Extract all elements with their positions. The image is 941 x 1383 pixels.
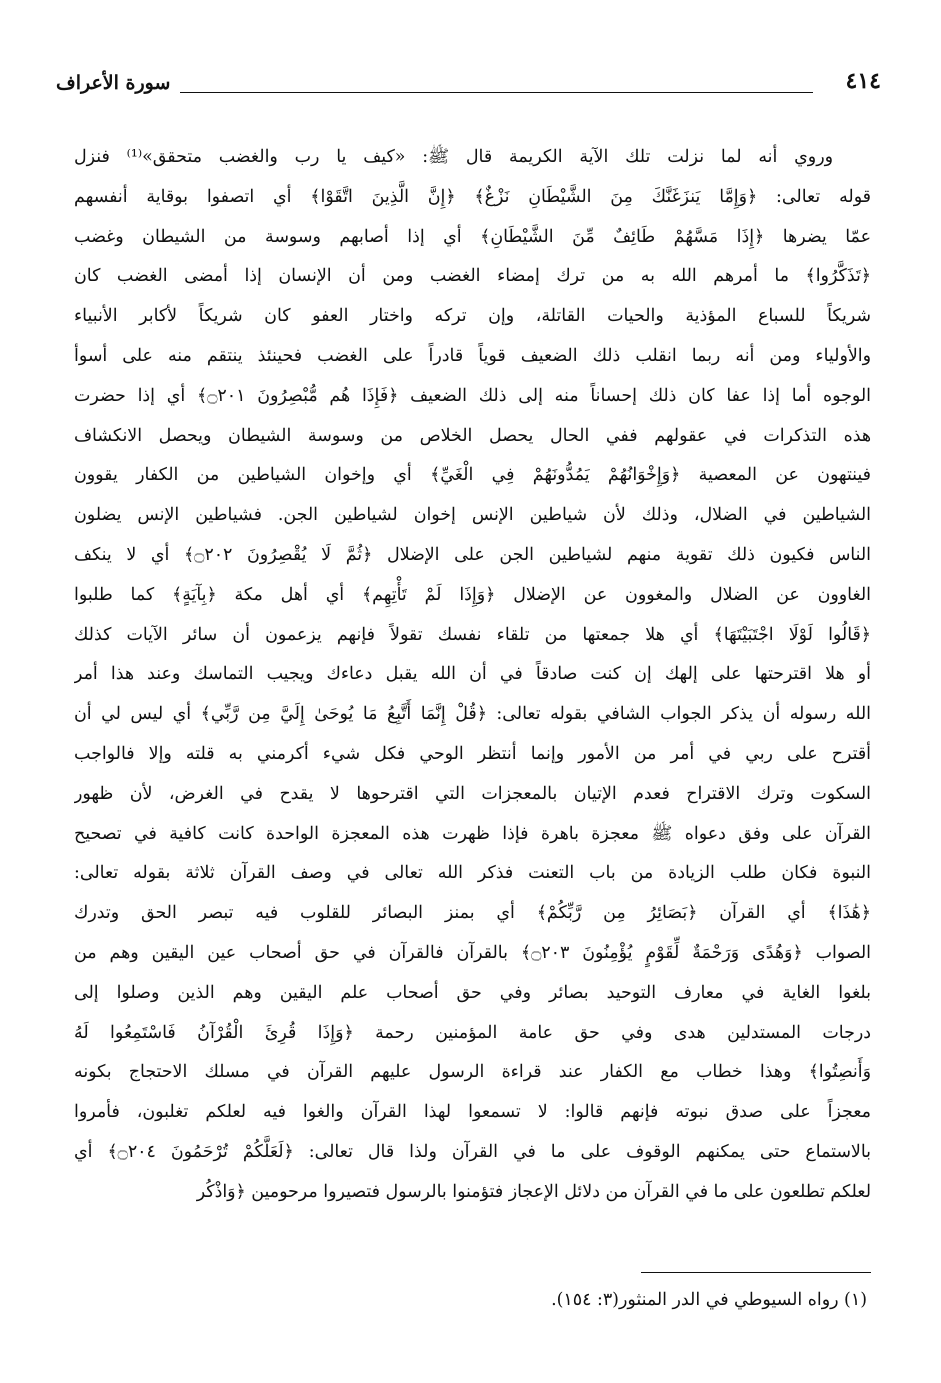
text-line: بالاستماع حتى يمكنهم الوقوف على ما في القرآن ولذا قال تعالى: ﴿لَعَلَّكُمْ تُرْحَمُونَ ۝٢٠٤﴾ أي bbox=[74, 1141, 871, 1162]
text-line: درجات المستدلين هدى وفي حق عامة المؤمنين رحمة ﴿وَإِذَا قُرِئَ الْقُرْآنُ فَاسْتَمِعُوا لَهُ bbox=[74, 1022, 871, 1043]
text-line: الصواب ﴿وَهُدًى وَرَحْمَةٌ لِّقَوْمٍ يُؤْمِنُونَ ۝٢٠٣﴾ بالقرآن فالقرآن في حق أصحاب عين اليقين وهم من bbox=[74, 942, 871, 963]
text-line: قوله تعالى: ﴿وَإِمَّا يَنزَغَنَّكَ مِنَ الشَّيْطَانِ نَزْغٌ﴾ ﴿إِنَّ الَّذِينَ اتَّقَوْا﴾ أي اتصفوا بوقاية أنفسهم bbox=[74, 186, 871, 207]
text-line: أقترح على ربي في أمر من الأمور وإنما أنتظر الوحي فكل شيء أكرمني به قلته وإلا فالواجب bbox=[74, 743, 871, 764]
footnote-separator bbox=[641, 1272, 871, 1273]
page-header bbox=[56, 62, 881, 102]
text-line: الناس فكيون ذلك تقوية منهم لشياطين الجن على الإضلال ﴿ثُمَّ لَا يُقْصِرُونَ ۝٢٠٢﴾ أي لا ينكف bbox=[74, 544, 871, 565]
text-line: الشياطين في الضلال، وذلك لأن شياطين الإنس إخوان لشياطين الجن. فشياطين الإنس يضلون bbox=[74, 505, 871, 526]
text-line: بلغوا الغاية في معارف التوحيد بصائر وفي حق أصحاب علم اليقين وهم الذين وصلوا إلى bbox=[74, 982, 871, 1003]
text-line: ﴿قَالُوا لَوْلَا اجْتَبَيْتَهَا﴾ أي هلا جمعتها من تلقاء نفسك تقولاً فإنهم يزعمون أن سائر الآيات كذلك bbox=[74, 624, 871, 645]
text-line: ﴿هَٰذَا﴾ أي القرآن ﴿بَصَائِرُ مِن رَّبِّكُمْ﴾ أي بمنز البصائر للقلوب فيه تبصر الحق وتدرك bbox=[74, 903, 871, 924]
text-line: الوجوه أما إذا عفا كان ذلك إحساناً منه إلى ذلك الضعيف ﴿فَإِذَا هُم مُّبْصِرُونَ ۝٢٠١﴾ أي إذا حضرت bbox=[74, 385, 871, 406]
surah-title: سورة الأعراف bbox=[56, 72, 171, 94]
header-rule bbox=[180, 92, 813, 93]
text-line: الله رسوله أن يذكر الجواب الشافي بقوله تعالى: ﴿قُلْ إِنَّمَا أَتَّبِعُ مَا يُوحَىٰ إِلَيَّ مِن رَّبِّي﴾ أي ليس لي أن bbox=[74, 704, 871, 725]
text-line: وروي أنه لما نزلت تلك الآية الكريمة قال ﷺ: «كيف يا رب والغضب متحقق»⁽¹⁾ فنزل bbox=[74, 147, 833, 167]
text-line: والأولياء ومن أنه ربما انقلب ذلك الضعيف قوياً قادراً على الغضب فحينئذ ينتقم منه على أسوأ bbox=[74, 345, 871, 366]
text-line: فينتهون عن المعصية ﴿وَإِخْوَانُهُمْ يَمُدُّونَهُمْ فِي الْغَيِّ﴾ أي وإخوان الشياطين من الكفار يقوون bbox=[74, 465, 871, 486]
text-line: هذه التذكرات في عقولهم ففي الحال يحصل الخلاص من وسوسة الشيطان ويحصل الانكشاف bbox=[74, 425, 871, 446]
text-line: لعلكم تطلعون على ما في القرآن من دلائل الإعجاز فتؤمنوا بالرسول فتصيروا مرحومين ﴿وَاذْكُر bbox=[196, 1181, 871, 1202]
page-number: ٤١٤ bbox=[845, 68, 881, 94]
text-line: القرآن على وفق دعواه ﷺ معجزة باهرة فإذا ظهرت هذه المعجزة الواحدة كانت كافية في تصحيح bbox=[74, 823, 871, 844]
text-line: الغاوون عن الضلال والمغوون عن الإضلال ﴿وَإِذَا لَمْ تَأْتِهِم﴾ أي أهل مكة ﴿بِآيَةٍ﴾ كما طلبوا bbox=[74, 584, 871, 605]
text-line: السكوت وترك الاقتراح فعدم الإتيان بالمعجزات التي اقترحوها لا يقدح في الغرض، لأن ظهور bbox=[74, 783, 871, 804]
text-line: عمّا يضرها ﴿إِذَا مَسَّهُمْ طَائِفٌ مِّنَ الشَّيْطَانِ﴾ أي إذا أصابهم وسوسة من الشيطان وغضب bbox=[74, 226, 871, 247]
text-line: ﴿تَذَكَّرُوا﴾ ما أمرهم الله به من ترك إمضاء الغضب ومن أن الإنسان إذا أمضى الغضب كان bbox=[74, 266, 871, 287]
text-line: أو هلا اقترحتها على إلهك إن كنت صادقاً في أن الله يقبل دعاءك ويجيب التماسك وعند هذا أمر bbox=[74, 664, 871, 685]
text-line: وَأَنصِتُوا﴾ وهذا خطاب مع الكفار عند قراءة الرسول عليهم القرآن في مسلك الاحتجاج بكونه bbox=[74, 1062, 871, 1083]
main-text bbox=[74, 138, 871, 1213]
text-line: معجزاً على صدق نبوته فإنهم قالوا: لا تسمعوا لهذا القرآن والغوا فيه لعلكم تغلبون، فأمروا bbox=[74, 1102, 871, 1123]
text-line: النبوة فكان طلب الزيادة من باب التعنت فذكر الله تعالى في وصف القرآن ثلاثة بقوله تعالى: bbox=[74, 863, 871, 884]
text-line: شريكاً للسباع المؤذية والحيات القاتلة، وإن تركه واختار العفو كان شريكاً لأكابر الأنبياء bbox=[74, 306, 871, 327]
footnote: (١) رواه السيوطي في الدر المنثور(٣: ١٥٤). bbox=[551, 1290, 867, 1310]
